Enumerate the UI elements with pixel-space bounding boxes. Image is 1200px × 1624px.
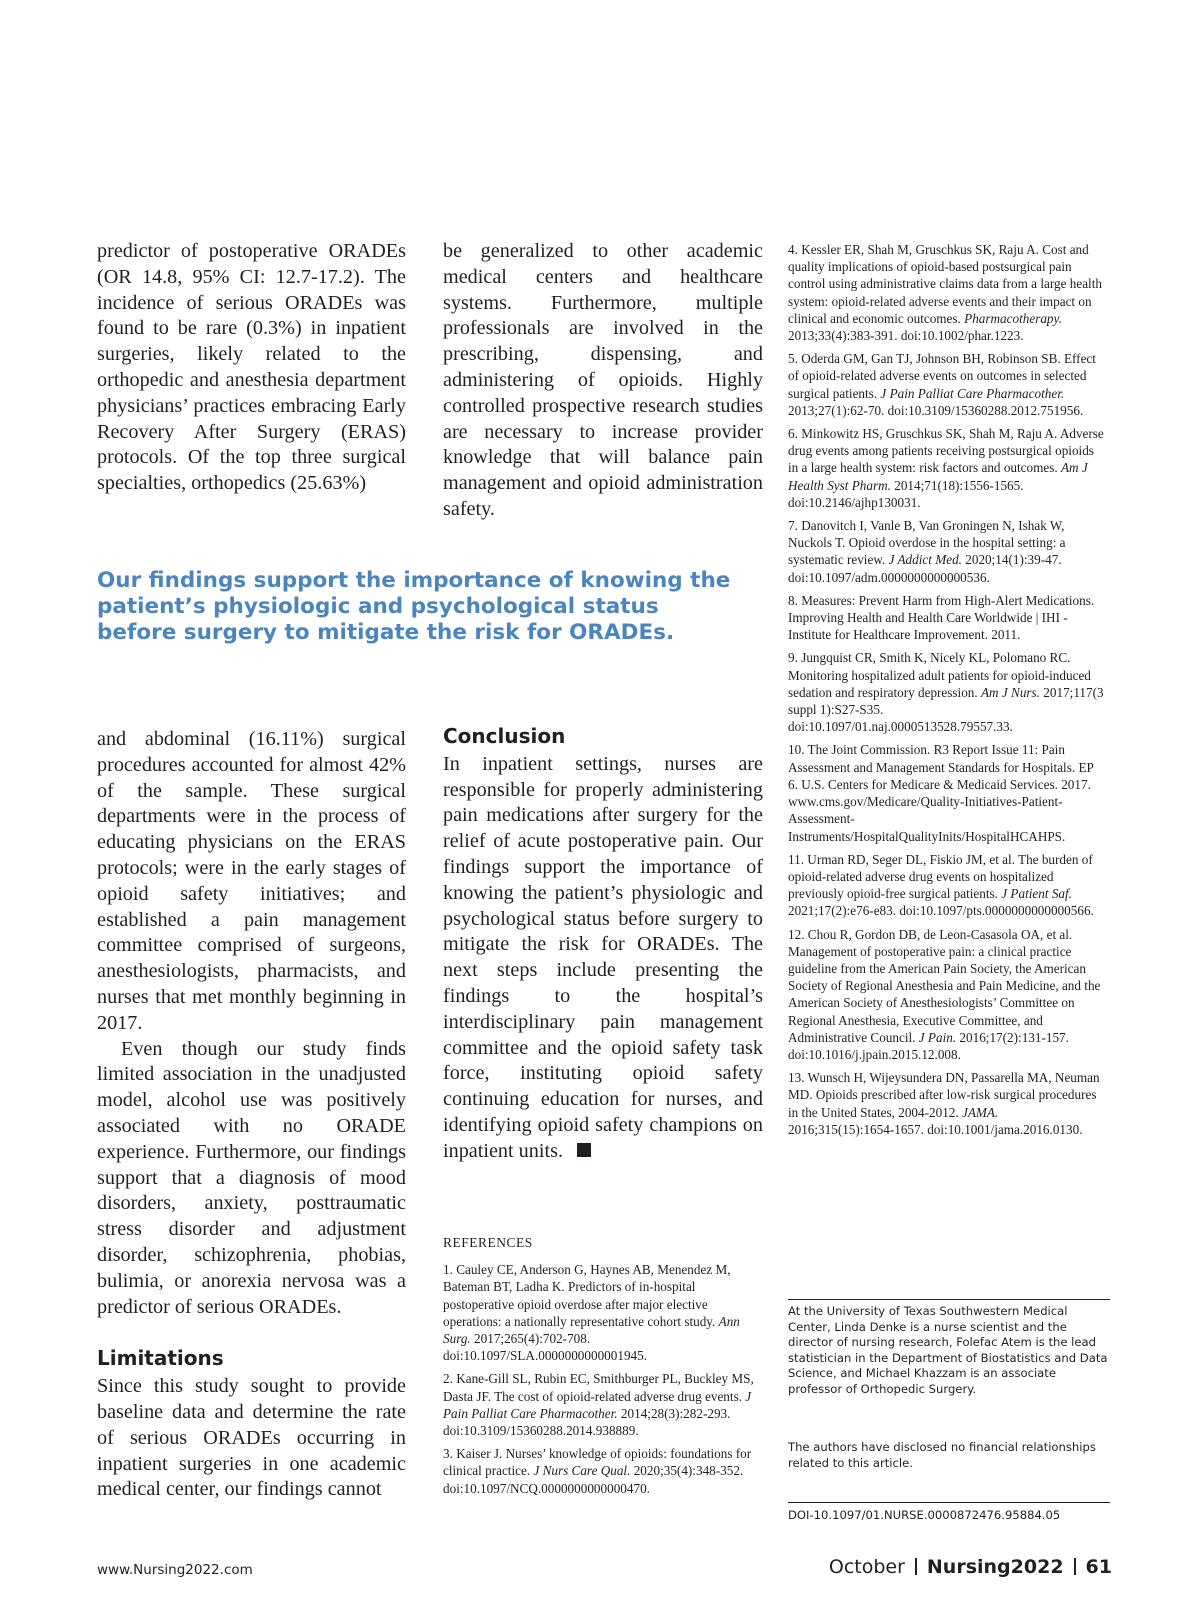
pull-quote: Our findings support the importance of knowing the patient’s physiologic and psychological status before surgery to mitigate the risk for ORADEs. xyxy=(97,568,731,645)
body-column-middle-top xyxy=(443,239,763,523)
reference-item: 7. Danovitch I, Vanle B, Van Groningen N, Ishak W, Nuckols T. Opioid overdose in the hospital setting: a systematic review. J Addict Med. 2020;14(1):39-47. doi:10.1097/adm.0000000000000536. xyxy=(788,518,1066,585)
folio xyxy=(829,1556,1112,1578)
bio-divider xyxy=(788,1299,1110,1300)
reference-item: 8. Measures: Prevent Harm from High-Alert Medications. Improving Health and Health Care Worldwide | IHI - Institute for Healthcare Improvement. 2011. xyxy=(788,592,1095,643)
body-paragraph: Even though our study finds limited association in the unadjusted model, alcohol use was positively associated with no ORADE experience. Furthermore, our findings support that a diagnosis of mood disorders, anxiety, posttraumatic stress disorder and adjustment disorder, schizophrenia, phobias, bulimia, or anorexia nervosa was a predictor of serious ORADEs. xyxy=(97,1037,406,1318)
reference-item: 2. Kane-Gill SL, Rubin EC, Smithburger PL, Buckley MS, Dasta JF. The cost of opioid-related adverse drug events. J Pain Palliat Care Pharmacother. 2014;28(3):282-293. doi:10.3109/15360288.2014.938889. xyxy=(443,1371,754,1439)
reference-item: 12. Chou R, Gordon DB, de Leon-Casasola OA, et al. Management of postoperative pain: a clinical practice guideline from the American Pain Society, the American Society of Regional Anesthesia and Pain Medicine, and the American Society of Anesthesiologists’ Committee on Regional Anesthesia, Executive Committee, and Administrative Council. J Pain. 2016;17(2):131-157. doi:10.1016/j.jpain.2015.12.008. xyxy=(788,926,1101,1062)
reference-item: 10. The Joint Commission. R3 Report Issue 11: Pain Assessment and Management Standards for Hospitals. EP 6. U.S. Centers for Medicare & Medicaid Services. 2017. www.cms.gov/Medicare/Quality-Initiatives-Patient-Assessment-Instruments/HospitalQualityInits/HospitalHCAHPS. xyxy=(788,742,1094,844)
body-paragraph: predictor of postoperative ORADEs (OR 14.8, 95% CI: 12.7-17.2). The incidence of serious ORADEs was found to be rare (0.3%) in inpatient surgeries, likely related to the orthopedic and anesthesia department physicians’ practices embracing Early Recovery After Surgery (ERAS) protocols. Of the top three surgical specialties, orthopedics (25.63%) xyxy=(97,240,406,495)
conclusion-paragraph: In inpatient settings, nurses are responsible for properly administering pain medications after surgery for the relief of acute postoperative pain. Our findings support the importance of knowing the patient’s physiologic and psychological status before surgery to mitigate the risk for ORADEs. The next steps include presenting the findings to the hospital’s interdisciplinary pain management committee and the opioid safety task force, instituting opioid safety continuing education for nurses, and identifying opioid safety champions on inpatient units. xyxy=(443,752,763,1162)
reference-item: 1. Cauley CE, Anderson G, Haynes AB, Menendez M, Bateman BT, Ladha K. Predictors of in-hospital postoperative opioid overdose after major elective operations: a nationally representative cohort study. Ann Surg. 2017;265(4):702-708. doi:10.1097/SLA.0000000000001945. xyxy=(443,1262,740,1364)
body-paragraph: be generalized to other academic medical centers and healthcare systems. Furthermore, multiple professionals are involved in the prescribing, dispensing, and administering of opioids. Highly controlled prospective research studies are necessary to increase provider knowledge that will balance pain management and opioid administration safety. xyxy=(443,240,763,520)
doi-line: DOI-10.1097/01.NURSE.0000872476.95884.05 xyxy=(788,1508,1061,1522)
folio-divider xyxy=(1074,1558,1076,1575)
body-column-left-bottom xyxy=(97,727,406,1503)
author-bio: At the University of Texas Southwestern Medical Center, Linda Denke is a nurse scientist and the director of nursing research, Folefac Atem is the lead statistician in the Department of Biostatistics and Data Science, and Michael Khazzam is an associate professor of Orthopedic Surgery. xyxy=(788,1304,1108,1396)
references-middle-column xyxy=(443,1234,755,1503)
reference-item: 4. Kessler ER, Shah M, Gruschkus SK, Raju A. Cost and quality implications of opioid-based postsurgical pain control using administrative claims data from a large health system: opioid-related adverse events and their impact on clinical and economic outcomes. Pharmacotherapy. 2013;33(4):383-391. doi:10.1002/phar.1223. xyxy=(788,242,1102,344)
end-of-article-mark xyxy=(577,1143,591,1157)
reference-item: 9. Jungquist CR, Smith K, Nicely KL, Polomano RC. Monitoring hospitalized adult patients for opioid-induced sedation and respiratory depression. Am J Nurs. 2017;117(3 suppl 1):S27-S35. doi:10.1097/01.naj.0000513528.79557.33. xyxy=(788,650,1104,735)
magazine-name: Nursing2022 xyxy=(926,1556,1064,1578)
body-column-left-top xyxy=(97,239,406,497)
reference-item: 6. Minkowitz HS, Gruschkus SK, Shah M, Raju A. Adverse drug events among patients receiving postsurgical opioids in a large health system: risk factors and outcomes. Am J Health Syst Pharm. 2014;71(18):1556-1565. doi:10.2146/ajhp130031. xyxy=(788,426,1104,510)
doi-divider xyxy=(788,1502,1110,1503)
footer-website-url: www.Nursing2022.com xyxy=(97,1562,253,1578)
references-right-column xyxy=(788,241,1105,1144)
reference-item: 13. Wunsch H, Wijeysundera DN, Passarella MA, Neuman MD. Opioids prescribed after low-risk surgical procedures in the United States, 2004-2012. JAMA. 2016;315(15):1654-1657. doi:10.1001/jama.2016.0130. xyxy=(788,1070,1100,1137)
disclosure-statement: The authors have disclosed no financial relationships related to this article. xyxy=(788,1440,1096,1470)
body-paragraph: Since this study sought to provide baseline data and determine the rate of serious ORADEs occurring in inpatient surgeries in one academic medical center, our findings cannot xyxy=(97,1375,406,1501)
reference-item: 11. Urman RD, Seger DL, Fiskio JM, et al. The burden of opioid-related adverse drug events on hospitalized previously opioid-free surgical patients. J Patient Saf. 2021;17(2):e76-e83. doi:10.1097/pts.0000000000000566. xyxy=(788,851,1094,919)
reference-item: 3. Kaiser J. Nurses’ knowledge of opioids: foundations for clinical practice. J Nurs Care Qual. 2020;35(4):348-352. doi:10.1097/NCQ.0000000000000470. xyxy=(443,1446,752,1496)
limitations-heading: Limitations xyxy=(97,1346,224,1371)
references-label: REFERENCES xyxy=(443,1235,533,1250)
body-paragraph: and abdominal (16.11%) surgical procedures accounted for almost 42% of the sample. These surgical departments were in the process of educating physicians on the ERAS protocols; were in the early stages of opioid safety initiatives; and established a pain management committee comprised of surgeons, anesthesiologists, pharmacists, and nurses that met monthly beginning in 2017. xyxy=(97,728,406,1034)
issue-month: October xyxy=(828,1556,905,1578)
reference-item: 5. Oderda GM, Gan TJ, Johnson BH, Robinson SB. Effect of opioid-related adverse events on outcomes in selected surgical patients. J Pain Palliat Care Pharmacother. 2013;27(1):62-70. doi:10.3109/15360288.2012.751956. xyxy=(788,351,1096,418)
folio-divider xyxy=(915,1558,917,1575)
page-number: 61 xyxy=(1085,1556,1112,1578)
conclusion-section xyxy=(443,724,763,1165)
conclusion-heading: Conclusion xyxy=(443,724,566,748)
